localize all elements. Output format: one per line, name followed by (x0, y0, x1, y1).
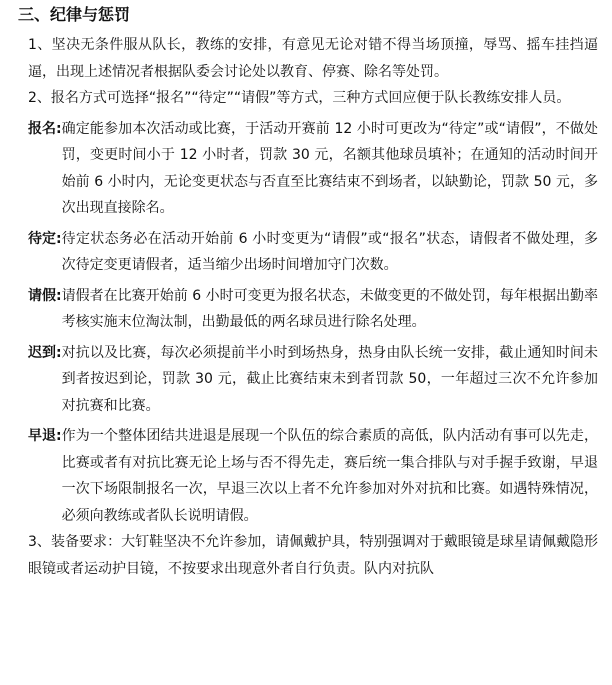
rule-item-text: 对抗以及比赛，每次必须提前半小时到场热身，热身由队长统一安排，截止通知时间未到者按迟到论，罚款 30 元，截止比赛结束未到者罚款 50，一年超过三次不允许参加对抗赛和比赛。 (61, 344, 598, 414)
rule-item-pending (28, 226, 598, 279)
rule-item-label: 待定: (28, 230, 62, 247)
section-heading: 三、纪律与惩罚 (18, 5, 131, 24)
rule-item-label: 请假: (28, 287, 62, 304)
rule-item-text: 确定能参加本次活动或比赛，于活动开赛前 12 小时可更改为“待定”或“请假”，不做处罚，变更时间小于 12 小时者，罚款 30 元，名额其他球员填补；在通知的活动时间开始前 6 小时内，无论变更状态与否直至比赛结束不到场者，以缺勤论，罚款 50 元，多次出现直接除名。 (61, 120, 598, 216)
rule-paragraph-1: 1、坚决无条件服从队长，教练的安排，有意见无论对错不得当场顶撞，辱骂、摇车挂挡逼逼，出现上述情况者根据队委会讨论处以教育、停赛、除名等处罚。 (28, 37, 598, 80)
rule-item-label: 报名: (28, 120, 62, 137)
rule-item-early-leave (28, 423, 598, 529)
rule-item-leave (28, 283, 598, 336)
rule-item-late (28, 340, 598, 420)
rule-item-text: 作为一个整体团结共进退是展现一个队伍的综合素质的高低，队内活动有事可以先走，比赛或者有对抗比赛无论上场与否不得先走，赛后统一集合排队与对手握手致谢，早退一次下场限制报名一次，早退三次以上者不允许参加对外对抗和比赛。如遇特殊情况，必须向教练或者队长说明请假。 (61, 428, 598, 524)
rule-item-text: 请假者在比赛开始前 6 小时可变更为报名状态，未做变更的不做处罚，每年根据出勤率考核实施末位淘汰制，出勤最低的两名球员进行除名处理。 (61, 287, 598, 330)
rule-item-label: 迟到: (28, 344, 62, 361)
rule-item-label: 早退: (28, 428, 62, 444)
rule-item-signup (28, 116, 598, 222)
rule-paragraph-3: 3、装备要求：大钉鞋坚决不允许参加，请佩戴护具，特别强调对于戴眼镜是球星请佩戴隐形眼镜或者运动护目镜，不按要求出现意外者自行负责。队内对抗队 (28, 534, 598, 577)
rule-paragraph-2: 2、报名方式可选择“报名”“待定”“请假”等方式，三种方式回应便于队长教练安排人员。 (28, 90, 571, 106)
rule-item-text: 待定状态务必在活动开始前 6 小时变更为“请假”或“报名”状态，请假者不做处理，多次待定变更请假者，适当缩少出场时间增加守门次数。 (61, 230, 598, 273)
